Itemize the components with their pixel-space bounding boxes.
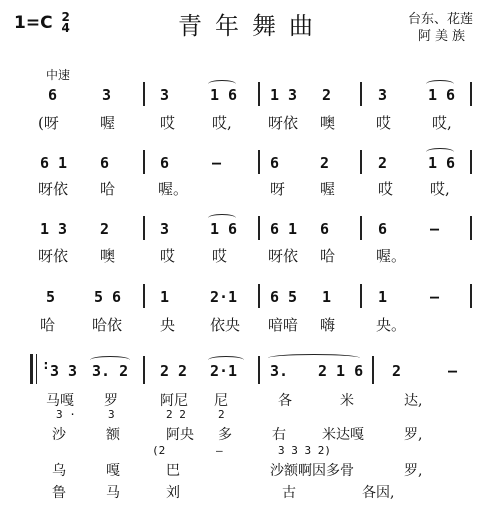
song-title: 青年舞曲 bbox=[178, 12, 326, 40]
lyric: 哎, bbox=[212, 114, 232, 132]
note: 1 6 bbox=[428, 86, 456, 104]
note: 1 6 bbox=[210, 86, 238, 104]
lyric: 米达嘎 bbox=[322, 427, 364, 443]
barline bbox=[360, 216, 362, 240]
repeat-barline-thin bbox=[36, 354, 37, 384]
note: 2 bbox=[378, 154, 388, 172]
note: 3 bbox=[378, 86, 388, 104]
note: 6 bbox=[378, 220, 388, 238]
note: 6 1 bbox=[40, 154, 68, 172]
note: 1 bbox=[378, 288, 388, 306]
note: 3 bbox=[160, 220, 170, 238]
lyric: 各因, bbox=[362, 485, 395, 501]
region-label: 台东、花莲 bbox=[408, 12, 474, 27]
lyric: 哎 bbox=[376, 114, 392, 132]
note: 1 3 bbox=[40, 220, 68, 238]
note: 2 bbox=[322, 86, 332, 104]
note: 6 bbox=[48, 86, 58, 104]
barline bbox=[143, 284, 145, 308]
lyric: (呀 bbox=[38, 114, 59, 132]
sub-note: 3 bbox=[108, 408, 115, 421]
lyric: 哎, bbox=[432, 114, 452, 132]
dash: – bbox=[212, 154, 222, 172]
lyric: 达, bbox=[404, 393, 423, 409]
barline bbox=[360, 150, 362, 174]
sub-note: (2 bbox=[152, 444, 166, 457]
lyric: 哎 bbox=[378, 180, 394, 198]
barline bbox=[143, 356, 145, 384]
note: 2·1 bbox=[210, 288, 238, 306]
lyric: 嘎 bbox=[106, 463, 120, 479]
sub-note: 2 2 bbox=[166, 408, 186, 421]
lyric: 呀依 bbox=[38, 247, 69, 265]
lyric: 马 bbox=[106, 485, 120, 501]
note: 1 6 bbox=[210, 220, 238, 238]
note: 6 bbox=[270, 154, 280, 172]
lyric: 各 bbox=[278, 393, 292, 409]
lyric: 哎 bbox=[160, 247, 176, 265]
dash: – bbox=[430, 288, 440, 306]
lyric: 依央 bbox=[210, 316, 241, 334]
barline bbox=[360, 82, 362, 106]
barline bbox=[470, 82, 472, 106]
lyric: 央。 bbox=[376, 316, 407, 334]
barline bbox=[258, 216, 260, 240]
note: 3. bbox=[270, 362, 289, 380]
note: 2·1 bbox=[210, 362, 238, 380]
note: 2 bbox=[392, 362, 402, 380]
note: 6 bbox=[160, 154, 170, 172]
lyric: 沙 bbox=[52, 427, 66, 443]
key-label: 1=C bbox=[14, 13, 53, 33]
lyric: 沙额啊因多骨 bbox=[270, 463, 354, 479]
barline bbox=[372, 356, 374, 384]
lyric: 喔。 bbox=[376, 247, 407, 265]
lyric: 刘 bbox=[166, 485, 180, 501]
barline bbox=[360, 284, 362, 308]
note: 2 2 bbox=[160, 362, 188, 380]
note: 1 3 bbox=[270, 86, 298, 104]
barline bbox=[143, 216, 145, 240]
lyric: 噢 bbox=[320, 114, 336, 132]
note: 5 6 bbox=[94, 288, 122, 306]
note: 1 bbox=[160, 288, 170, 306]
barline bbox=[258, 284, 260, 308]
dash: – bbox=[430, 220, 440, 238]
lyric: 喑喑 bbox=[268, 316, 299, 334]
lyric: 哎 bbox=[212, 247, 228, 265]
lyric: 哎, bbox=[430, 180, 450, 198]
note: 1 bbox=[322, 288, 332, 306]
barline bbox=[258, 150, 260, 174]
lyric: 呀依 bbox=[268, 114, 299, 132]
lyric: 古 bbox=[282, 485, 296, 501]
lyric: 哈 bbox=[100, 180, 116, 198]
note: 2 bbox=[100, 220, 110, 238]
barline bbox=[470, 216, 472, 240]
sub-note: 3 · bbox=[56, 408, 76, 421]
note: 3 bbox=[160, 86, 170, 104]
time-signature bbox=[61, 12, 69, 34]
slur bbox=[268, 354, 360, 362]
sub-note: – bbox=[216, 444, 223, 457]
note: 1 6 bbox=[428, 154, 456, 172]
lyric: 喔 bbox=[100, 114, 116, 132]
lyric: 嗨 bbox=[320, 316, 336, 334]
lyric: 米 bbox=[340, 393, 354, 409]
ethnic-group-label: 阿美族 bbox=[418, 29, 470, 44]
sub-note: 2 bbox=[218, 408, 225, 421]
lyric: 哈 bbox=[40, 316, 56, 334]
barline bbox=[143, 150, 145, 174]
lyric: 哎 bbox=[160, 114, 176, 132]
note: 3 3 bbox=[50, 362, 78, 380]
lyric: 喔。 bbox=[158, 180, 189, 198]
lyric: 喔 bbox=[320, 180, 336, 198]
lyric: 呀依 bbox=[38, 180, 69, 198]
note: 2 1 6 bbox=[318, 362, 364, 380]
note: 6 bbox=[100, 154, 110, 172]
time-top: 2 bbox=[61, 10, 70, 24]
barline bbox=[258, 82, 260, 106]
lyric: 马嘎 bbox=[46, 393, 74, 409]
lyric: 哈 bbox=[320, 247, 336, 265]
barline bbox=[470, 284, 472, 308]
time-bottom: 4 bbox=[61, 21, 70, 35]
note: 2 bbox=[320, 154, 330, 172]
lyric: 巴 bbox=[166, 463, 180, 479]
barline bbox=[258, 356, 260, 384]
note: 6 5 bbox=[270, 288, 298, 306]
note: 3 bbox=[102, 86, 112, 104]
note: 3. 2 bbox=[92, 362, 129, 380]
lyric: 多 bbox=[218, 427, 232, 443]
lyric: 呀依 bbox=[268, 247, 299, 265]
lyric: 罗, bbox=[404, 463, 423, 479]
lyric: 罗 bbox=[104, 393, 118, 409]
lyric: 呀 bbox=[270, 180, 286, 198]
lyric: 阿央 bbox=[166, 427, 194, 443]
repeat-barline-thick bbox=[30, 354, 33, 384]
lyric: 右 bbox=[272, 427, 286, 443]
lyric: 鲁 bbox=[52, 485, 66, 501]
lyric: 罗, bbox=[404, 427, 423, 443]
barline bbox=[143, 82, 145, 106]
lyric: 噢 bbox=[100, 247, 116, 265]
tempo-marking: 中速 bbox=[46, 68, 71, 82]
note: 6 bbox=[320, 220, 330, 238]
repeat-dots: : bbox=[42, 358, 50, 373]
lyric: 额 bbox=[106, 427, 120, 443]
lyric: 乌 bbox=[52, 463, 66, 479]
key-signature bbox=[14, 12, 70, 34]
lyric: 央 bbox=[160, 316, 176, 334]
lyric: 尼 bbox=[214, 393, 228, 409]
lyric: 阿尼 bbox=[160, 393, 188, 409]
lyric: 哈依 bbox=[92, 316, 123, 334]
sub-note: 3 3 3 2) bbox=[278, 444, 331, 457]
note: 5 bbox=[46, 288, 56, 306]
dash: – bbox=[448, 362, 458, 380]
note: 6 1 bbox=[270, 220, 298, 238]
barline bbox=[470, 150, 472, 174]
